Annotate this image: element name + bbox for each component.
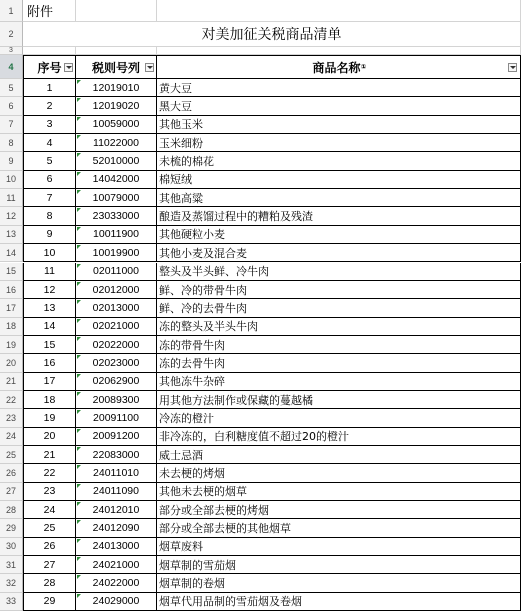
product-name-cell[interactable]: 部分或全部去梗的其他烟草 <box>157 519 521 537</box>
seq-cell[interactable]: 2 <box>23 97 76 115</box>
product-name-cell[interactable]: 整头及半头鲜、冷牛肉 <box>157 263 521 281</box>
product-name-cell[interactable]: 烟草代用品制的雪茄烟及卷烟 <box>157 593 521 611</box>
seq-cell[interactable]: 20 <box>23 428 76 446</box>
product-name-cell[interactable]: 其他未去梗的烟草 <box>157 483 521 501</box>
tariff-code-text: 23033000 <box>92 210 140 223</box>
product-name-cell[interactable]: 用其他方法制作或保藏的蔓越橘 <box>157 391 521 409</box>
seq-cell[interactable]: 17 <box>23 373 76 391</box>
seq-cell[interactable]: 10 <box>23 244 76 262</box>
product-name-cell[interactable]: 黄大豆 <box>157 79 521 97</box>
row-header[interactable]: 16 <box>0 281 23 299</box>
tariff-code-cell[interactable] <box>76 409 157 427</box>
table-row <box>0 336 521 354</box>
error-indicator-icon <box>77 153 81 157</box>
error-indicator-icon <box>77 300 81 304</box>
attachment-label[interactable]: 附件 <box>23 0 76 22</box>
product-name-cell[interactable]: 鲜、冷的去骨牛肉 <box>157 299 521 317</box>
row-header[interactable]: 33 <box>0 593 23 611</box>
seq-cell[interactable]: 28 <box>23 574 76 592</box>
tariff-code-cell[interactable] <box>76 152 157 170</box>
product-name-cell[interactable]: 烟草制的雪茄烟 <box>157 556 521 574</box>
tariff-code-text: 02011000 <box>93 265 139 278</box>
row-header[interactable]: 11 <box>0 189 23 207</box>
seq-cell[interactable]: 29 <box>23 593 76 611</box>
error-indicator-icon <box>77 80 81 84</box>
error-indicator-icon <box>77 172 81 176</box>
seq-cell[interactable]: 12 <box>23 281 76 299</box>
row-header[interactable]: 13 <box>0 226 23 244</box>
row-header[interactable]: 1 <box>0 0 23 22</box>
row-header[interactable]: 5 <box>0 79 23 97</box>
seq-cell[interactable]: 18 <box>23 391 76 409</box>
cell-a3[interactable] <box>23 47 76 55</box>
tariff-code-text: 24011090 <box>93 485 139 498</box>
error-indicator-icon <box>77 117 81 121</box>
tariff-code-cell[interactable] <box>76 428 157 446</box>
tariff-code-text: 12019020 <box>92 100 140 113</box>
tariff-code-cell[interactable] <box>76 79 157 97</box>
table-row <box>0 244 521 262</box>
row-header[interactable]: 9 <box>0 152 23 170</box>
tariff-code-text: 20091100 <box>93 411 139 424</box>
seq-cell[interactable]: 6 <box>23 171 76 189</box>
tariff-code-cell[interactable] <box>76 446 157 464</box>
error-indicator-icon <box>77 355 81 359</box>
row-header[interactable]: 19 <box>0 336 23 354</box>
column-header-name[interactable] <box>157 55 521 79</box>
error-indicator-icon <box>77 429 81 433</box>
row-header[interactable]: 6 <box>0 97 23 115</box>
table-row <box>0 409 521 427</box>
row-header[interactable]: 14 <box>0 244 23 262</box>
product-name-cell[interactable]: 其他高粱 <box>157 189 521 207</box>
tariff-code-text: 20091200 <box>92 430 140 443</box>
product-name-cell[interactable]: 其他小麦及混合麦 <box>157 244 521 262</box>
error-indicator-icon <box>77 502 81 506</box>
tariff-code-text: 12019010 <box>92 81 140 94</box>
tariff-code-text: 24013000 <box>92 540 140 553</box>
product-name-cell[interactable]: 部分或全部去梗的烤烟 <box>157 501 521 519</box>
tariff-code-cell[interactable] <box>76 171 157 189</box>
product-name-cell[interactable]: 棉短绒 <box>157 171 521 189</box>
table-row <box>0 391 521 409</box>
product-name-cell[interactable]: 冻的带骨牛肉 <box>157 336 521 354</box>
filter-dropdown-icon[interactable] <box>508 63 517 72</box>
seq-cell[interactable]: 11 <box>23 263 76 281</box>
table-row <box>0 556 521 574</box>
footnote-marker: ① <box>360 63 367 71</box>
table-row <box>0 483 521 501</box>
table-row <box>0 593 521 611</box>
seq-cell[interactable]: 1 <box>23 79 76 97</box>
row-header[interactable]: 23 <box>0 409 23 427</box>
tariff-code-text: 02023000 <box>92 356 140 369</box>
product-name-cell[interactable]: 其他硬粒小麦 <box>157 226 521 244</box>
table-row <box>0 226 521 244</box>
error-indicator-icon <box>77 190 81 194</box>
row-header[interactable]: 32 <box>0 574 23 592</box>
tariff-code-cell[interactable] <box>76 116 157 134</box>
row-header[interactable]: 25 <box>0 446 23 464</box>
error-indicator-icon <box>77 245 81 249</box>
error-indicator-icon <box>77 337 81 341</box>
tariff-code-text: 24022000 <box>92 577 140 590</box>
seq-cell[interactable]: 22 <box>23 464 76 482</box>
product-name-cell[interactable]: 酿造及蒸馏过程中的糟粕及残渣 <box>157 207 521 225</box>
tariff-code-cell[interactable] <box>76 134 157 152</box>
tariff-code-text: 10059000 <box>92 118 140 131</box>
seq-cell[interactable]: 13 <box>23 299 76 317</box>
column-header-code-label: 税则号列 <box>91 60 140 75</box>
filter-dropdown-icon[interactable] <box>64 63 73 72</box>
table-row <box>0 171 521 189</box>
tariff-code-cell[interactable] <box>76 226 157 244</box>
product-name-cell[interactable]: 烟草废料 <box>157 538 521 556</box>
tariff-code-cell[interactable] <box>76 373 157 391</box>
table-row <box>0 281 521 299</box>
error-indicator-icon <box>77 208 81 212</box>
table-row <box>0 354 521 372</box>
seq-cell[interactable]: 4 <box>23 134 76 152</box>
tariff-code-cell[interactable] <box>76 391 157 409</box>
seq-cell[interactable]: 21 <box>23 446 76 464</box>
seq-cell[interactable]: 5 <box>23 152 76 170</box>
row-header[interactable]: 8 <box>0 134 23 152</box>
error-indicator-icon <box>77 392 81 396</box>
table-row <box>0 207 521 225</box>
error-indicator-icon <box>77 484 81 488</box>
table-row <box>0 464 521 482</box>
table-row <box>0 574 521 592</box>
table-row <box>0 263 521 281</box>
row-header[interactable]: 28 <box>0 501 23 519</box>
table-row <box>0 299 521 317</box>
row-header[interactable]: 20 <box>0 354 23 372</box>
tariff-code-cell[interactable] <box>76 593 157 611</box>
tariff-code-text: 24012010 <box>92 503 140 516</box>
tariff-code-cell[interactable] <box>76 207 157 225</box>
tariff-code-text: 10079000 <box>92 191 140 204</box>
error-indicator-icon <box>77 98 81 102</box>
tariff-code-cell[interactable] <box>76 501 157 519</box>
tariff-code-cell[interactable] <box>76 244 157 262</box>
cell-b1[interactable] <box>76 0 157 22</box>
product-name-cell[interactable]: 烟草制的卷烟 <box>157 574 521 592</box>
tariff-code-cell[interactable] <box>76 354 157 372</box>
tariff-code-text: 02021000 <box>92 320 140 333</box>
tariff-code-text: 10011900 <box>93 228 139 241</box>
tariff-code-text: 20089300 <box>92 393 140 406</box>
row-header[interactable]: 3 <box>0 47 23 55</box>
tariff-code-text: 24029000 <box>92 595 140 608</box>
table-row <box>0 189 521 207</box>
table-row <box>0 538 521 556</box>
row-header[interactable]: 31 <box>0 556 23 574</box>
tariff-code-cell[interactable] <box>76 556 157 574</box>
row-header[interactable]: 15 <box>0 263 23 281</box>
tariff-code-text: 11022000 <box>93 136 139 149</box>
seq-cell[interactable]: 7 <box>23 189 76 207</box>
cell-c3[interactable] <box>157 47 521 55</box>
column-header-name-label: 商品名称 <box>312 60 361 75</box>
product-name-cell[interactable]: 其他玉米 <box>157 116 521 134</box>
tariff-code-text: 24012090 <box>92 522 140 535</box>
table-row <box>0 134 521 152</box>
product-name-cell[interactable]: 黑大豆 <box>157 97 521 115</box>
product-name-cell[interactable]: 非冷冻的，白利糖度值不超过20的橙汁 <box>157 428 521 446</box>
seq-cell[interactable]: 27 <box>23 556 76 574</box>
tariff-code-text: 14042000 <box>92 173 140 186</box>
row-header[interactable]: 24 <box>0 428 23 446</box>
tariff-code-text: 24021000 <box>92 558 140 571</box>
row-header[interactable]: 17 <box>0 299 23 317</box>
row-header[interactable]: 4 <box>0 55 23 79</box>
error-indicator-icon <box>77 135 81 139</box>
cell-b3[interactable] <box>76 47 157 55</box>
table-row <box>0 152 521 170</box>
tariff-code-cell[interactable] <box>76 336 157 354</box>
tariff-code-text: 02022000 <box>92 338 140 351</box>
product-name-cell[interactable]: 玉米细粉 <box>157 134 521 152</box>
table-row <box>0 446 521 464</box>
seq-cell[interactable]: 19 <box>23 409 76 427</box>
error-indicator-icon <box>77 264 81 268</box>
tariff-code-cell[interactable] <box>76 464 157 482</box>
tariff-code-cell[interactable] <box>76 189 157 207</box>
tariff-code-cell[interactable] <box>76 281 157 299</box>
product-name-cell[interactable]: 鲜、冷的带骨牛肉 <box>157 281 521 299</box>
row-header[interactable]: 21 <box>0 373 23 391</box>
product-name-cell[interactable]: 威士忌酒 <box>157 446 521 464</box>
cell-c1[interactable] <box>157 0 521 22</box>
seq-cell[interactable]: 8 <box>23 207 76 225</box>
tariff-code-cell[interactable] <box>76 97 157 115</box>
column-header-seq[interactable] <box>23 55 76 79</box>
seq-cell[interactable]: 15 <box>23 336 76 354</box>
seq-cell[interactable]: 9 <box>23 226 76 244</box>
error-indicator-icon <box>77 410 81 414</box>
column-header-code[interactable] <box>76 55 157 79</box>
table-row <box>0 97 521 115</box>
table-row <box>0 428 521 446</box>
tariff-code-cell[interactable] <box>76 263 157 281</box>
error-indicator-icon <box>77 282 81 286</box>
row-header[interactable]: 2 <box>0 22 23 47</box>
tariff-code-cell[interactable] <box>76 538 157 556</box>
error-indicator-icon <box>77 520 81 524</box>
seq-cell[interactable]: 3 <box>23 116 76 134</box>
tariff-code-cell[interactable] <box>76 299 157 317</box>
error-indicator-icon <box>77 465 81 469</box>
tariff-code-cell[interactable] <box>76 519 157 537</box>
row-header[interactable]: 7 <box>0 116 23 134</box>
row-header[interactable]: 27 <box>0 483 23 501</box>
product-name-cell[interactable]: 未梳的棉花 <box>157 152 521 170</box>
error-indicator-icon <box>77 575 81 579</box>
sheet-title[interactable]: 对美加征关税商品清单 <box>23 22 521 47</box>
tariff-code-text: 02062900 <box>92 375 140 388</box>
tariff-code-text: 02012000 <box>92 283 140 296</box>
row-header[interactable]: 12 <box>0 207 23 225</box>
product-name-cell[interactable]: 冷冻的橙汁 <box>157 409 521 427</box>
row-header[interactable]: 29 <box>0 519 23 537</box>
product-name-cell[interactable]: 未去梗的烤烟 <box>157 464 521 482</box>
tariff-code-text: 52010000 <box>92 155 140 168</box>
tariff-code-cell[interactable] <box>76 318 157 336</box>
sheet-row-1 <box>0 0 521 22</box>
table-row <box>0 79 521 97</box>
error-indicator-icon <box>77 227 81 231</box>
error-indicator-icon <box>77 374 81 378</box>
error-indicator-icon <box>77 447 81 451</box>
table-row <box>0 501 521 519</box>
error-indicator-icon <box>77 539 81 543</box>
row-header[interactable]: 30 <box>0 538 23 556</box>
error-indicator-icon <box>77 557 81 561</box>
product-name-cell[interactable]: 其他冻牛杂碎 <box>157 373 521 391</box>
product-name-cell[interactable]: 冻的整头及半头牛肉 <box>157 318 521 336</box>
table-row <box>0 116 521 134</box>
filter-dropdown-icon[interactable] <box>145 63 154 72</box>
tariff-code-cell[interactable] <box>76 574 157 592</box>
row-header[interactable]: 26 <box>0 464 23 482</box>
tariff-code-text: 24011010 <box>93 467 139 480</box>
product-name-cell[interactable]: 冻的去骨牛肉 <box>157 354 521 372</box>
error-indicator-icon <box>77 594 81 598</box>
seq-cell[interactable]: 26 <box>23 538 76 556</box>
row-header[interactable]: 22 <box>0 391 23 409</box>
error-indicator-icon <box>77 319 81 323</box>
header-row <box>0 55 521 79</box>
seq-cell[interactable]: 24 <box>23 501 76 519</box>
seq-cell[interactable]: 25 <box>23 519 76 537</box>
table-row <box>0 519 521 537</box>
tariff-code-text: 02013000 <box>92 301 140 314</box>
seq-cell[interactable]: 23 <box>23 483 76 501</box>
column-header-seq-label: 序号 <box>37 60 62 75</box>
table-row <box>0 373 521 391</box>
tariff-code-text: 22083000 <box>92 448 140 461</box>
sheet-row-3 <box>0 47 521 55</box>
tariff-code-cell[interactable] <box>76 483 157 501</box>
row-header[interactable]: 18 <box>0 318 23 336</box>
table-row <box>0 318 521 336</box>
row-header[interactable]: 10 <box>0 171 23 189</box>
tariff-code-text: 10019900 <box>92 246 140 259</box>
seq-cell[interactable]: 16 <box>23 354 76 372</box>
seq-cell[interactable]: 14 <box>23 318 76 336</box>
sheet-row-2 <box>0 22 521 47</box>
